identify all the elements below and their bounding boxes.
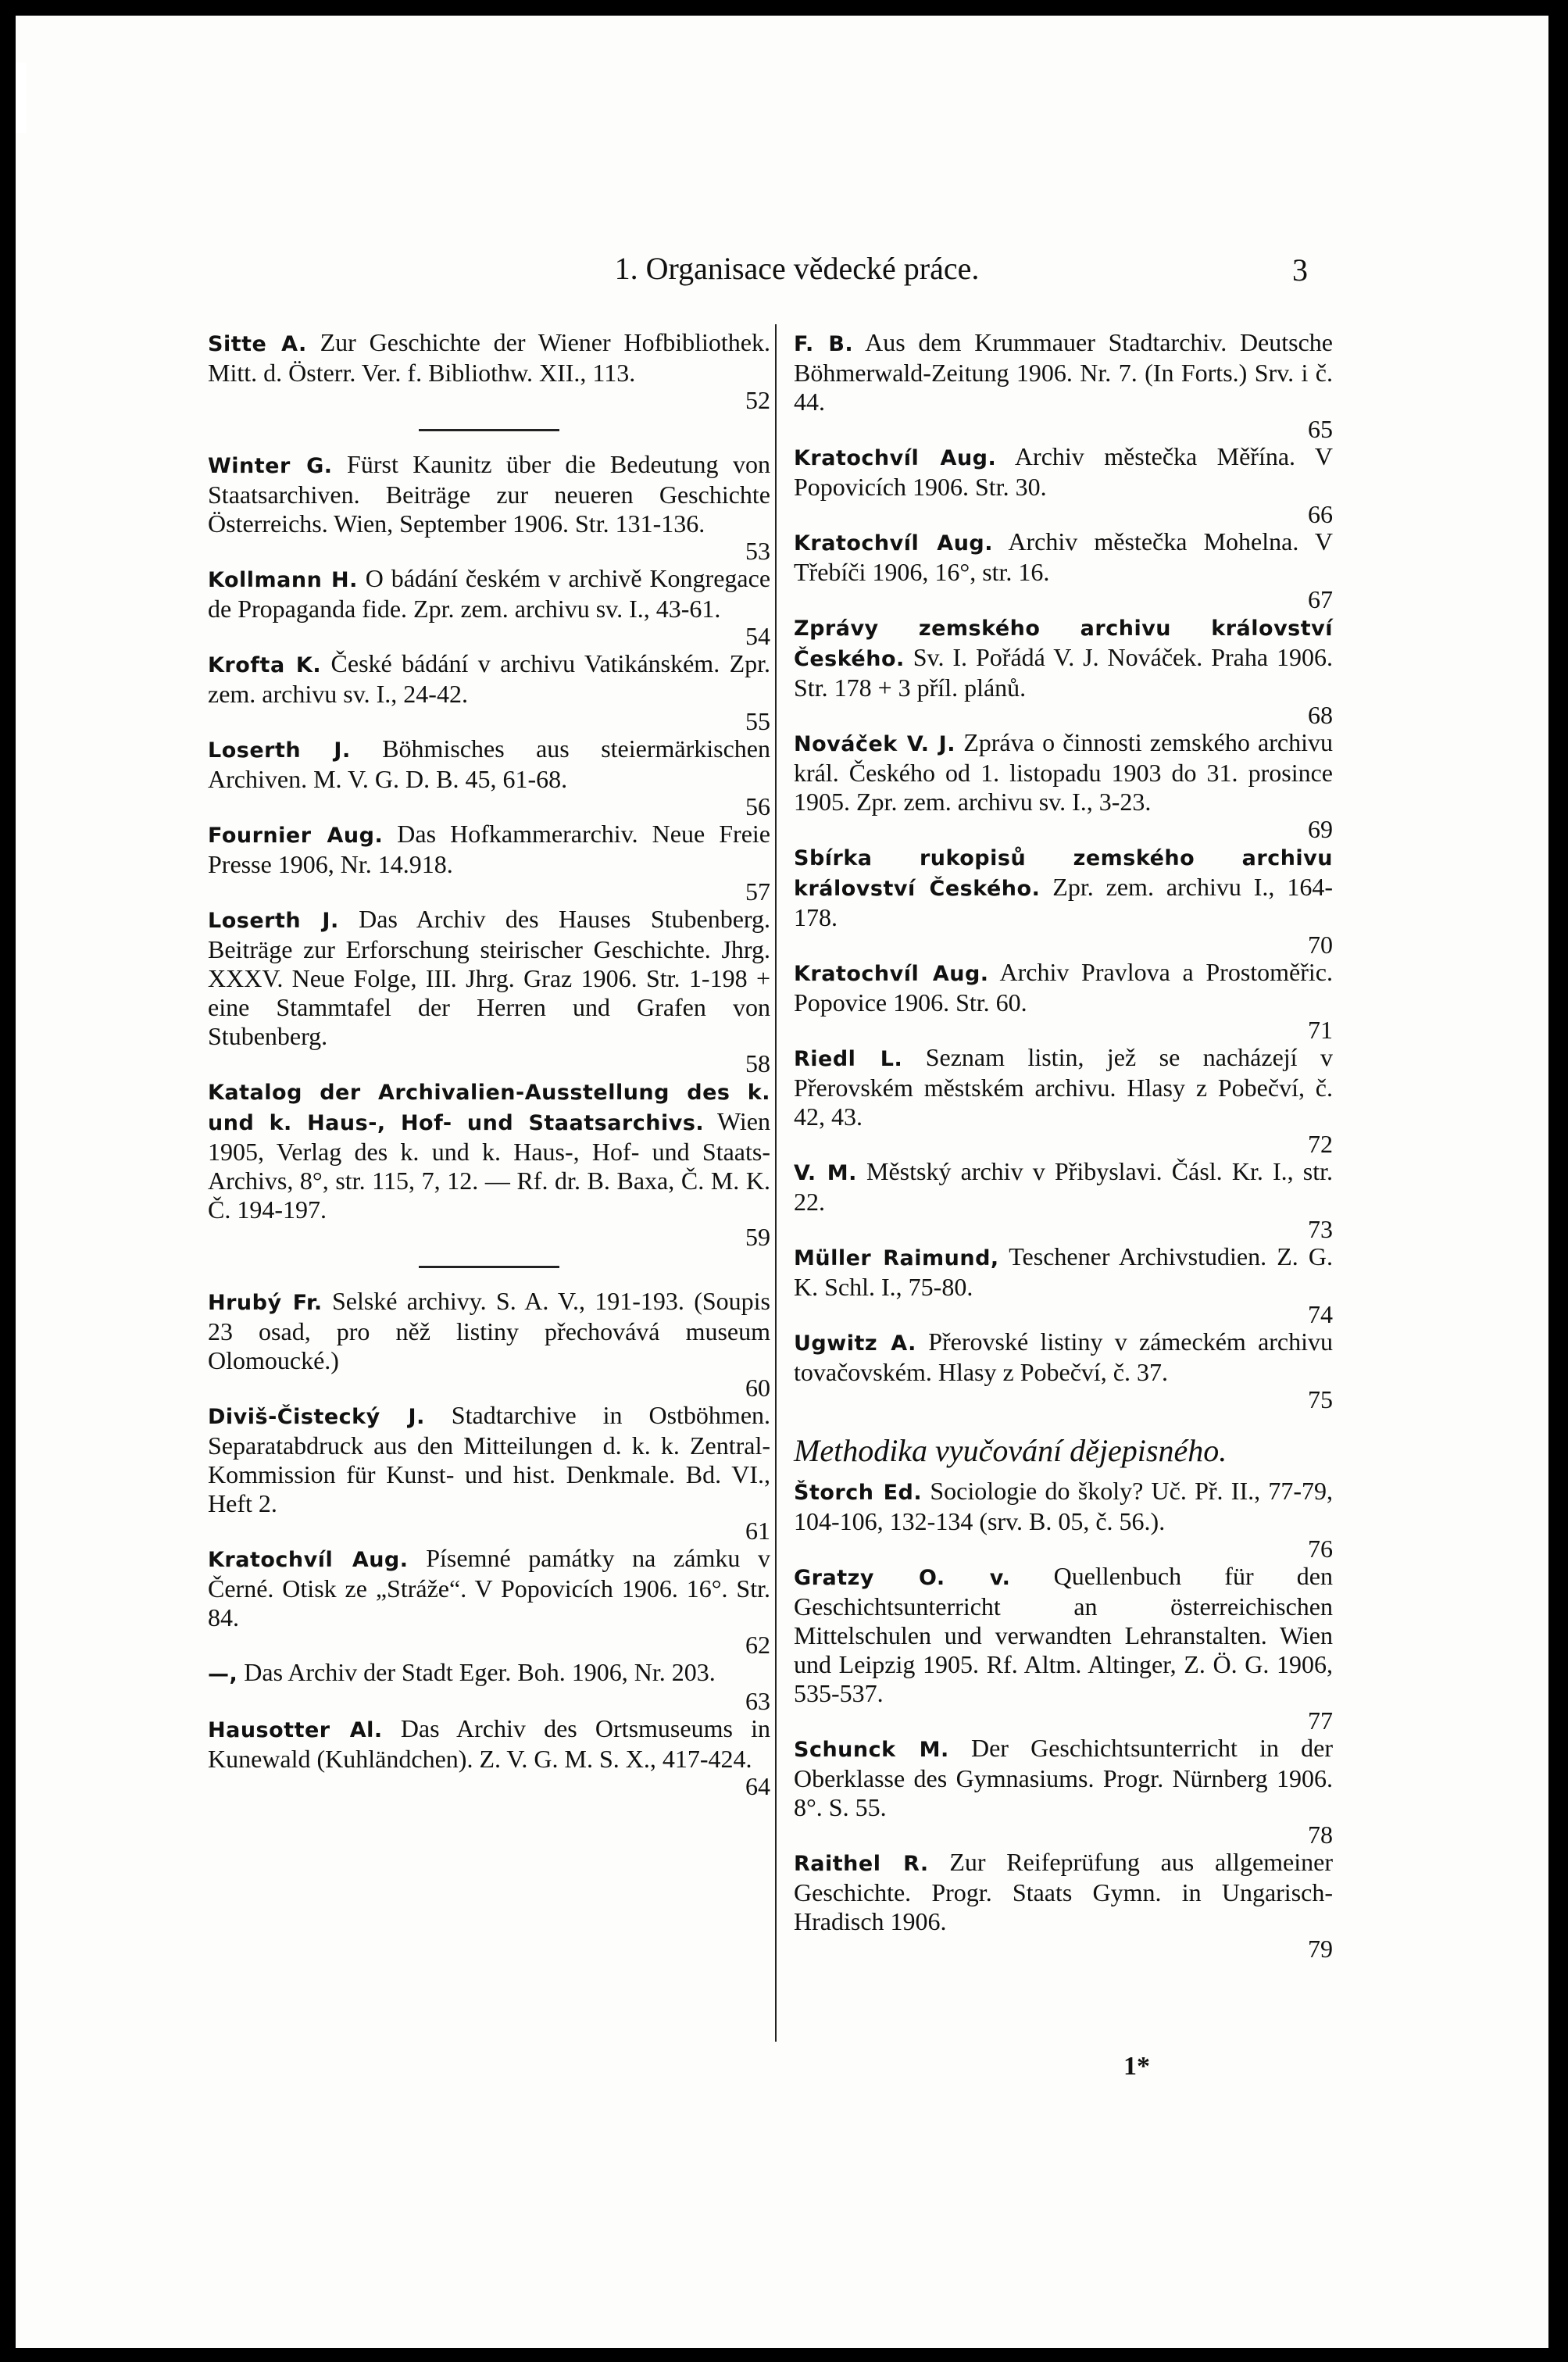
entry-text: Das Archiv des Ortsmuseums in Kunewald (Kuhländchen). Z. V. G. M. S. X., 417-424. xyxy=(208,1714,770,1773)
entry-text: Archiv městečka Mohelna. V Třebíči 1906, 16°, str. 16. xyxy=(794,527,1334,586)
entry-author: Hrubý Fr. xyxy=(208,1291,323,1315)
bibliography-entry xyxy=(208,649,770,734)
bibliography-entry xyxy=(794,958,1333,1043)
entry-number: 57 xyxy=(745,877,770,906)
entry-text: Quellenbuch für den Geschichtsunterricht an österreichischen Mittelschulen und verwandten Lehranstalten. Wien und Leipzig 1905. Rf. Altm. Altinger, Z. Ö. G. 1906, 535-537. xyxy=(794,1562,1334,1707)
bibliography-entry xyxy=(794,1848,1333,1962)
section-rule xyxy=(419,1266,559,1268)
entry-text: Selské archivy. S. A. V., 191-193. (Soupis 23 osad, pro něž listiny přechovává museum Olomoucké.) xyxy=(208,1287,771,1374)
bibliography-entry xyxy=(208,1287,770,1401)
bibliography-entry xyxy=(794,1562,1333,1734)
bibliography-entry xyxy=(794,1328,1333,1413)
entry-number: 55 xyxy=(745,707,770,735)
bibliography-entry xyxy=(208,820,770,905)
entry-author: Kratochvíl Aug. xyxy=(794,446,997,470)
entry-number: 61 xyxy=(745,1517,770,1545)
bibliography-entry xyxy=(208,1401,770,1544)
entry-author: Štorch Ed. xyxy=(794,1481,923,1505)
bibliography-entry xyxy=(794,1477,1333,1562)
entry-text: Přerovské listiny v zámeckém archivu tovačovském. Hlasy z Pobečví, č. 37. xyxy=(794,1328,1334,1386)
entry-author: V. M. xyxy=(794,1161,857,1185)
bibliography-entry xyxy=(794,728,1333,842)
entry-author: Sitte A. xyxy=(208,332,307,356)
entry-text: Městský archiv v Přibyslavi. Čásl. Kr. I., str. 22. xyxy=(794,1157,1334,1216)
entry-text: Zpr. zem. archivu I., 164-178. xyxy=(794,873,1334,931)
entry-text: Das Archiv des Hauses Stubenberg. Beiträge zur Erforschung steirischer Geschichte. Jhrg. XXXV. Neue Folge, III. Jhrg. Graz 1906. Str. 1-198 + eine Stammtafel der Herren und Grafen von Stubenberg. xyxy=(208,905,770,1050)
entry-number: 75 xyxy=(1308,1385,1333,1413)
running-head: 1. Organisace vědecké práce. xyxy=(614,251,980,286)
entry-text: Zpráva o činnosti zemského archivu král. Českého od 1. listopadu 1903 do 31. prosince 1905. Zpr. zem. archivu sv. I., 3-23. xyxy=(794,728,1333,816)
entry-number: 76 xyxy=(1308,1535,1333,1563)
entry-author: Krofta K. xyxy=(208,653,322,677)
entry-number: 71 xyxy=(1308,1016,1333,1044)
entry-text: Wien 1905, Verlag des k. und k. Haus-, Hof- und Staats-Archivs, 8°, str. 115, 7, 12. — Rf. dr. B. Baxa, Č. M. K. Č. 194-197. xyxy=(208,1107,770,1224)
entry-author: Kollmann H. xyxy=(208,568,358,592)
bibliography-entry xyxy=(794,442,1333,527)
entry-author: Gratzy O. v. xyxy=(794,1566,1011,1590)
entry-number: 62 xyxy=(745,1631,770,1659)
entry-text: Stadtarchive in Ostböhmen. Separatabdruck aus den Mitteilungen d. k. k. Zentral-Kommission für Kunst- und hist. Denkmale. Bd. VI., Heft 2. xyxy=(208,1401,771,1517)
entry-text: Teschener Archivstudien. Z. G. K. Schl. I., 75-80. xyxy=(794,1242,1334,1301)
bibliography-entry xyxy=(794,1734,1333,1848)
bibliography-entry xyxy=(208,450,770,564)
entry-text: Písemné památky na zámku v Černé. Otisk ze „Stráže“. V Popovicích 1906. 16°. Str. 84. xyxy=(208,1544,771,1631)
entry-number: 69 xyxy=(1308,815,1333,843)
section-title: Methodika vyučování dějepisného. xyxy=(794,1433,1227,1468)
entry-text: Archiv městečka Měřína. V Popovicích 1906. Str. 30. xyxy=(794,442,1334,501)
entry-number: 68 xyxy=(1308,701,1333,729)
page xyxy=(16,16,1548,2348)
entry-text: Archiv Pravlova a Prostoměřic. Popovice 1906. Str. 60. xyxy=(794,958,1334,1017)
entry-author: Kratochvíl Aug. xyxy=(794,962,989,986)
entry-text: O bádání českém v archivě Kongregace de Propaganda fide. Zpr. zem. archivu sv. I., 43-61. xyxy=(208,564,771,623)
entry-number: 67 xyxy=(1308,585,1333,613)
entry-number: 53 xyxy=(745,537,770,565)
entry-author: Fournier Aug. xyxy=(208,824,384,848)
entry-text: Sv. I. Pořádá V. J. Nováček. Praha 1906. Str. 178 + 3 příl. plánů. xyxy=(794,643,1334,702)
entry-number: 79 xyxy=(1308,1935,1333,1963)
entry-number: 56 xyxy=(745,792,770,820)
entry-author: Raithel R. xyxy=(794,1852,929,1876)
entry-author: Schunck M. xyxy=(794,1738,949,1762)
bibliography-entry xyxy=(208,1658,770,1714)
entry-number: 73 xyxy=(1308,1215,1333,1243)
entry-author: Sbírka rukopisů zemského archivu království Českého. xyxy=(794,846,1333,901)
signature-mark: 1* xyxy=(1123,2052,1150,2081)
entry-text: České bádání v archivu Vatikánském. Zpr. zem. archivu sv. I., 24-42. xyxy=(208,649,771,708)
entry-text: Das Archiv der Stadt Eger. Boh. 1906, Nr. 203. xyxy=(244,1658,716,1686)
entry-number: 65 xyxy=(1308,415,1333,443)
binding-mark xyxy=(16,63,27,133)
entry-text: Böhmisches aus steiermärkischen Archiven. M. V. G. D. B. 45, 61-68. xyxy=(208,734,770,793)
section-rule xyxy=(419,429,559,431)
entry-number: 70 xyxy=(1308,931,1333,959)
entry-text: Der Geschichtsunterricht in der Oberklasse des Gymnasiums. Progr. Nürnberg 1906. 8°. S. 55. xyxy=(794,1734,1334,1821)
bibliography-entry xyxy=(794,1157,1333,1242)
entry-number: 78 xyxy=(1308,1821,1333,1849)
bibliography-entry xyxy=(208,734,770,820)
entry-number: 64 xyxy=(745,1772,770,1800)
entry-number: 52 xyxy=(745,386,770,414)
entry-author: F. B. xyxy=(794,332,854,356)
entry-number: 66 xyxy=(1308,500,1333,528)
entry-number: 77 xyxy=(1308,1706,1333,1735)
entry-number: 60 xyxy=(745,1374,770,1402)
entry-author: Müller Raimund, xyxy=(794,1246,999,1270)
entry-author: Riedl L. xyxy=(794,1047,903,1071)
entry-number: 54 xyxy=(745,622,770,650)
bibliography-entry xyxy=(794,527,1333,613)
entry-number: 59 xyxy=(745,1223,770,1251)
entry-author: Kratochvíl Aug. xyxy=(208,1548,409,1572)
entry-author: Loserth J. xyxy=(208,738,351,763)
entry-text: Seznam listin, jež se nacházejí v Přerovském městském archivu. Hlasy z Pobečví, č. 42, 43. xyxy=(794,1043,1333,1131)
bibliography-entry xyxy=(208,1714,770,1799)
entry-number: 63 xyxy=(745,1687,770,1715)
page-number: 3 xyxy=(1292,252,1308,288)
entry-author: —, xyxy=(208,1662,238,1686)
bibliography-entry xyxy=(794,1242,1333,1328)
entry-number: 58 xyxy=(745,1049,770,1077)
entry-text: Aus dem Krummauer Stadtarchiv. Deutsche Böhmerwald-Zeitung 1906. Nr. 7. (In Forts.) Srv. i č. 44. xyxy=(794,328,1333,416)
entry-author: Diviš-Čistecký J. xyxy=(208,1405,425,1429)
bibliography-entry xyxy=(794,842,1333,958)
entry-text: Sociologie do školy? Uč. Př. II., 77-79, 104-106, 132-134 (srv. B. 05, č. 56.). xyxy=(794,1477,1334,1535)
entry-text: Fürst Kaunitz über die Bedeutung von Staatsarchiven. Beiträge zur neueren Geschichte Österreichs. Wien, September 1906. Str. 131-136. xyxy=(208,450,771,538)
left-column xyxy=(208,328,770,1799)
bibliography-entry xyxy=(208,328,770,413)
entry-text: Das Hofkammerarchiv. Neue Freie Presse 1906, Nr. 14.918. xyxy=(208,820,771,878)
entry-text: Zur Geschichte der Wiener Hofbibliothek. Mitt. d. Österr. Ver. f. Bibliothw. XII., 113. xyxy=(208,328,770,387)
entry-author: Kratochvíl Aug. xyxy=(794,531,993,556)
bibliography-entry xyxy=(208,905,770,1077)
entry-author: Hausotter Al. xyxy=(208,1718,383,1742)
right-column xyxy=(770,328,1333,1962)
bibliography-entry xyxy=(208,564,770,649)
bibliography-entry xyxy=(208,1544,770,1658)
entry-number: 72 xyxy=(1308,1130,1333,1158)
bibliography-entry xyxy=(794,613,1333,728)
entry-number: 74 xyxy=(1308,1300,1333,1328)
entry-author: Ugwitz A. xyxy=(794,1331,916,1356)
bibliography-entry xyxy=(208,1077,770,1250)
entry-author: Loserth J. xyxy=(208,909,339,933)
bibliography-entry xyxy=(794,1043,1333,1157)
entry-author: Katalog der Archivalien-Ausstellung des k. und k. Haus-, Hof- und Staatsarchivs. xyxy=(208,1081,770,1135)
entry-author: Nováček V. J. xyxy=(794,732,955,756)
entry-author: Winter G. xyxy=(208,454,333,478)
entry-text: Zur Reifeprüfung aus allgemeiner Geschichte. Progr. Staats Gymn. in Ungarisch-Hradisch 1906. xyxy=(794,1848,1333,1935)
entry-author: Zprávy zemského archivu království Českého. xyxy=(794,616,1333,671)
bibliography-entry xyxy=(794,328,1333,442)
